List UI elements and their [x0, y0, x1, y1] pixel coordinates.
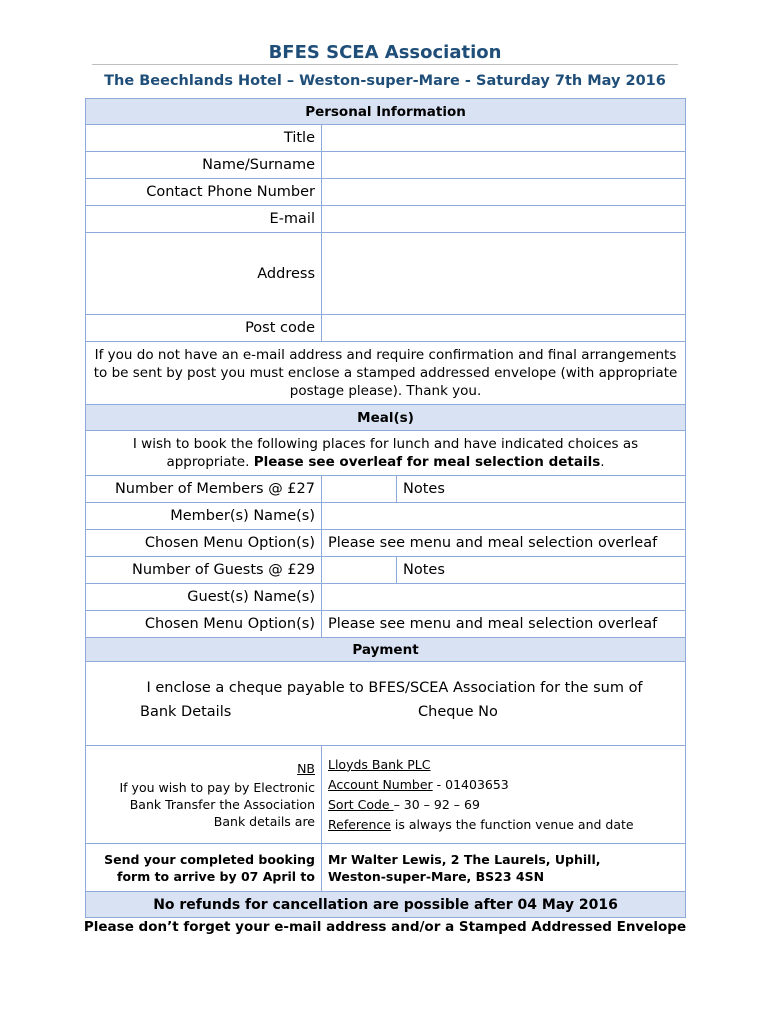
reference	[328, 815, 679, 835]
address-line-2: Weston-super-Mare, BS23 4SN	[328, 868, 545, 884]
electronic-transfer-note	[86, 746, 322, 844]
sort-code-value: – 30 – 92 – 69	[393, 796, 480, 812]
nb-line-1: If you wish to pay by Electronic	[119, 780, 315, 795]
reference-label: Reference	[328, 816, 391, 832]
address-line-1: Mr Walter Lewis, 2 The Laurels, Uphill,	[328, 851, 601, 867]
meals-intro-end: .	[600, 454, 605, 470]
phone-label: Contact Phone Number	[86, 179, 322, 206]
send-line-2: form to arrive by 07 April to	[117, 868, 315, 884]
section-heading-personal: Personal Information	[86, 99, 686, 125]
send-instructions	[86, 844, 322, 892]
members-count-label: Number of Members @ £27	[86, 476, 322, 503]
form-title: BFES SCEA Association	[268, 42, 502, 63]
members-notes-field[interactable]: Notes	[397, 476, 686, 503]
phone-field[interactable]	[322, 179, 686, 206]
members-count-field[interactable]	[322, 476, 397, 503]
postcode-field[interactable]	[322, 315, 686, 342]
send-line-1: Send your completed booking	[104, 851, 315, 867]
meals-intro-bold: Please see overleaf for meal selection details	[253, 454, 601, 470]
guests-notes-field[interactable]: Notes	[397, 557, 686, 584]
cheque-block	[86, 662, 686, 746]
cheque-no-label: Cheque No	[418, 703, 498, 720]
address-label: Address	[86, 233, 322, 315]
section-heading-payment: Payment	[86, 638, 686, 662]
cheque-text: I enclose a cheque payable to BFES/SCEA Association for the sum of	[146, 679, 643, 696]
guests-menu-field[interactable]: Please see menu and meal selection overleaf	[322, 611, 686, 638]
reference-value: is always the function venue and date	[390, 816, 634, 832]
sort-code	[328, 795, 679, 815]
postcode-label: Post code	[86, 315, 322, 342]
guests-names-label: Guest(s) Name(s)	[86, 584, 322, 611]
nb-label: NB	[297, 761, 315, 776]
section-heading-meals: Meal(s)	[86, 405, 686, 431]
title-label: Title	[86, 125, 322, 152]
guests-count-label: Number of Guests @ £29	[86, 557, 322, 584]
mailing-address	[322, 844, 686, 892]
account-number-value: - 01403653	[432, 776, 509, 792]
members-menu-field[interactable]: Please see menu and meal selection overleaf	[322, 530, 686, 557]
name-label: Name/Surname	[86, 152, 322, 179]
guests-names-field[interactable]	[322, 584, 686, 611]
bank-name: Lloyds Bank PLC	[328, 756, 431, 772]
nb-line-2: Bank Transfer the Association	[129, 797, 315, 812]
title-field[interactable]	[322, 125, 686, 152]
title-divider	[92, 64, 678, 65]
no-email-note: If you do not have an e-mail address and require confirmation and final arrangements to be sent by post you must enclose a stamped addressed envelope (with appropriate postage please). Thank you.	[86, 342, 686, 405]
address-field[interactable]	[322, 233, 686, 315]
email-label: E-mail	[86, 206, 322, 233]
account-number-label: Account Number	[328, 776, 433, 792]
members-names-label: Member(s) Name(s)	[86, 503, 322, 530]
guests-menu-label: Chosen Menu Option(s)	[86, 611, 322, 638]
bank-details-label: Bank Details	[140, 703, 232, 720]
nb-line-3: Bank details are	[213, 814, 315, 829]
bank-info	[322, 746, 686, 844]
booking-form-table	[85, 98, 686, 918]
guests-count-field[interactable]	[322, 557, 397, 584]
event-subtitle: The Beechlands Hotel – Weston-super-Mare - Saturday 7th May 2016	[104, 73, 666, 89]
name-field[interactable]	[322, 152, 686, 179]
footer-reminder: Please don’t forget your e-mail address and/or a Stamped Addressed Envelope	[83, 919, 687, 935]
email-field[interactable]	[322, 206, 686, 233]
sort-code-label: Sort Code	[328, 796, 394, 812]
meals-intro-text: I wish to book the following places for lunch and have indicated choices as appropriate.	[132, 436, 639, 470]
members-menu-label: Chosen Menu Option(s)	[86, 530, 322, 557]
members-names-field[interactable]	[322, 503, 686, 530]
cheque-details-row	[86, 696, 685, 732]
meals-intro	[86, 431, 686, 476]
account-number	[328, 775, 679, 795]
no-refunds-notice: No refunds for cancellation are possible after 04 May 2016	[86, 892, 686, 918]
